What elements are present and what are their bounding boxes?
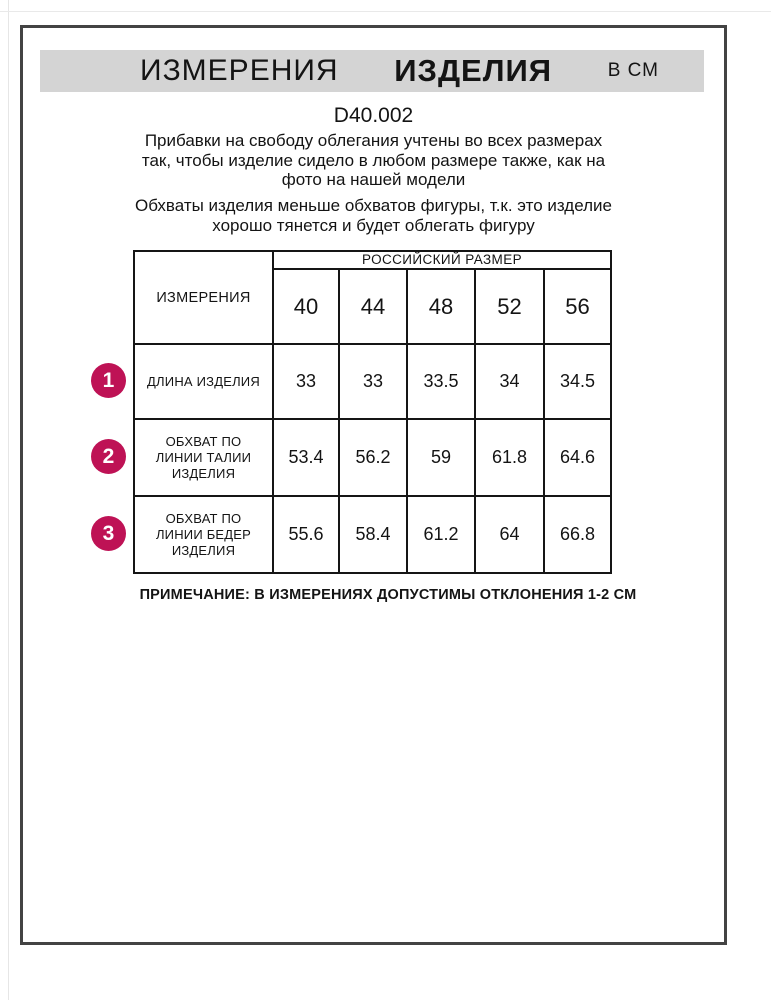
paragraph-line: фото на нашей модели xyxy=(281,170,466,189)
measurement-value: 34 xyxy=(475,344,544,419)
row-label: ДЛИНА ИЗДЕЛИЯ xyxy=(134,344,273,419)
corner-header-cell: ИЗМЕРЕНИЯ xyxy=(134,251,273,344)
paragraph-stretch-note xyxy=(20,196,727,235)
measurement-value: 56.2 xyxy=(339,419,407,496)
article-code: D40.002 xyxy=(333,104,414,127)
paragraph-fit-allowances xyxy=(20,131,727,190)
measurement-value: 33 xyxy=(339,344,407,419)
measurement-value: 64 xyxy=(475,496,544,573)
measurement-value: 64.6 xyxy=(544,419,611,496)
russian-size-header: РОССИЙСКИЙ РАЗМЕР xyxy=(273,251,611,269)
measurement-value: 58.4 xyxy=(339,496,407,573)
size-column-header: 48 xyxy=(407,269,475,344)
measurement-value: 33 xyxy=(273,344,339,419)
measurement-value: 33.5 xyxy=(407,344,475,419)
measurement-value: 59 xyxy=(407,419,475,496)
table-row-waist xyxy=(134,419,611,496)
row-label: ОБХВАТ ПО ЛИНИИ ТАЛИИ ИЗДЕЛИЯ xyxy=(134,419,273,496)
row-number-badge: 1 xyxy=(91,363,126,398)
measurement-value: 53.4 xyxy=(273,419,339,496)
measurement-value: 34.5 xyxy=(544,344,611,419)
title-measurements: ИЗМЕРЕНИЯ xyxy=(140,54,339,87)
row-label: ОБХВАТ ПО ЛИНИИ БЕДЕР ИЗДЕЛИЯ xyxy=(134,496,273,573)
scan-artifact-line-horizontal xyxy=(0,11,771,12)
tolerance-note: ПРИМЕЧАНИЕ: В ИЗМЕРЕНИЯХ ДОПУСТИМЫ ОТКЛОНЕНИЯ 1-2 СМ xyxy=(139,587,637,603)
paragraph-line: Обхваты изделия меньше обхватов фигуры, т.к. это изделие xyxy=(135,196,612,215)
title-unit-cm: В СМ xyxy=(607,60,659,81)
title-bar xyxy=(40,50,704,92)
measurement-value: 55.6 xyxy=(273,496,339,573)
title-product: ИЗДЕЛИЯ xyxy=(394,53,553,88)
measurement-value: 66.8 xyxy=(544,496,611,573)
table-row-length xyxy=(134,344,611,419)
row-number-badge: 3 xyxy=(91,516,126,551)
measurement-value: 61.2 xyxy=(407,496,475,573)
row-number-badge: 2 xyxy=(91,439,126,474)
paragraph-line: Прибавки на свободу облегания учтены во всех размерах xyxy=(144,131,603,150)
size-column-header: 52 xyxy=(475,269,544,344)
size-column-header: 40 xyxy=(273,269,339,344)
size-measurements-table xyxy=(133,250,612,574)
size-column-header: 56 xyxy=(544,269,611,344)
paragraph-line: так, чтобы изделие сидело в любом размере также, как на xyxy=(141,150,606,170)
paragraph-line: хорошо тянется и будет облегать фигуру xyxy=(212,215,535,235)
measurement-value: 61.8 xyxy=(475,419,544,496)
table-row-hips xyxy=(134,496,611,573)
scan-artifact-line-vertical xyxy=(8,0,9,1000)
size-column-header: 44 xyxy=(339,269,407,344)
table-row-group-header xyxy=(134,251,611,269)
